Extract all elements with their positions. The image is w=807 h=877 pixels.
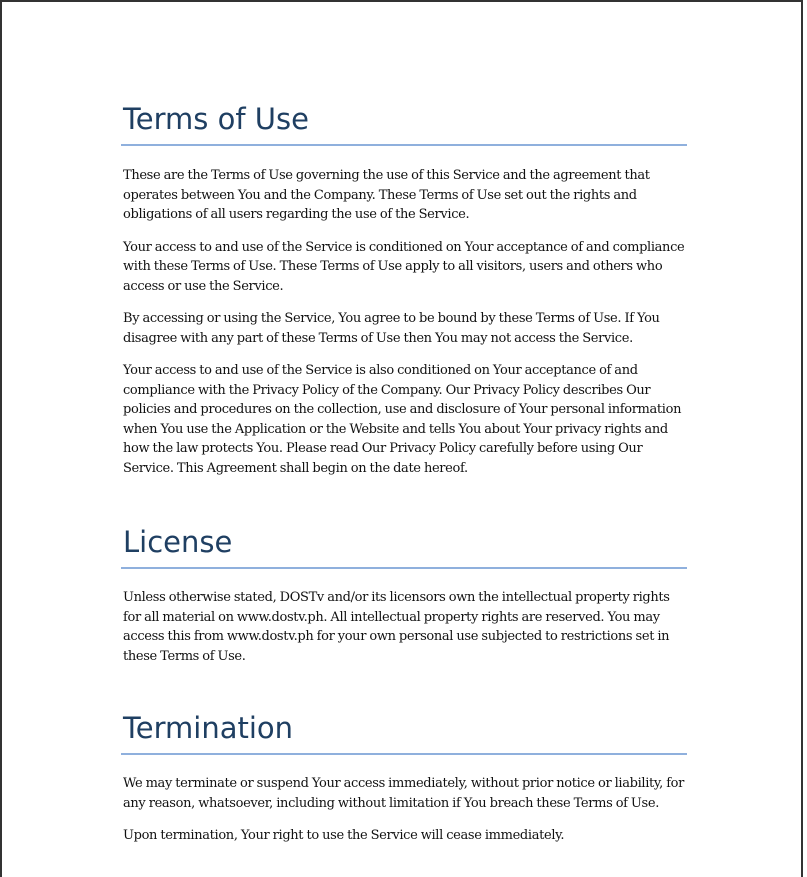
paragraph: Unless otherwise stated, DOSTv and/or its licensors own the intellectual property rights for all material on www.dostv.ph. All intellectual property rights are reserved. You may access this from www.dostv.ph for your own personal use subjected to restrictions set in these Terms of Use.: [123, 590, 670, 664]
termination-section: [121, 709, 687, 846]
section-heading-license: License: [121, 523, 687, 569]
license-section: [121, 523, 687, 666]
document-content: [121, 100, 687, 859]
paragraph: Upon termination, Your right to use the Service will cease immediately.: [123, 828, 565, 843]
paragraph: These are the Terms of Use governing the use of this Service and the agreement that operates between You and the Company. These Terms of Use set out the rights and obligations of all users regarding the use of the Service.: [123, 168, 650, 222]
paragraph: Your access to and use of the Service is also conditioned on Your acceptance of and compliance with the Privacy Policy of the Company. Our Privacy Policy describes Our policies and procedures on the collection, use and disclosure of Your personal information when You use the Application or the Website and tells You about Your privacy rights and how the law protects You. Please read Our Privacy Policy carefully before using Our Service. This Agreement shall begin on the date hereof.: [123, 363, 682, 476]
section-heading-termination: Termination: [121, 709, 687, 755]
section-heading-terms-of-use: Terms of Use: [121, 100, 687, 146]
paragraph: Your access to and use of the Service is conditioned on Your acceptance of and compliance with these Terms of Use. These Terms of Use apply to all visitors, users and others who access or use the Service.: [123, 239, 685, 294]
paragraph: By accessing or using the Service, You agree to be bound by these Terms of Use. If You disagree with any part of these Terms of Use then You may not access the Service.: [123, 311, 660, 346]
terms-of-use-section: [121, 100, 687, 478]
paragraph: We may terminate or suspend Your access immediately, without prior notice or liability, for any reason, whatsoever, including without limitation if You breach these Terms of Use.: [123, 776, 685, 811]
